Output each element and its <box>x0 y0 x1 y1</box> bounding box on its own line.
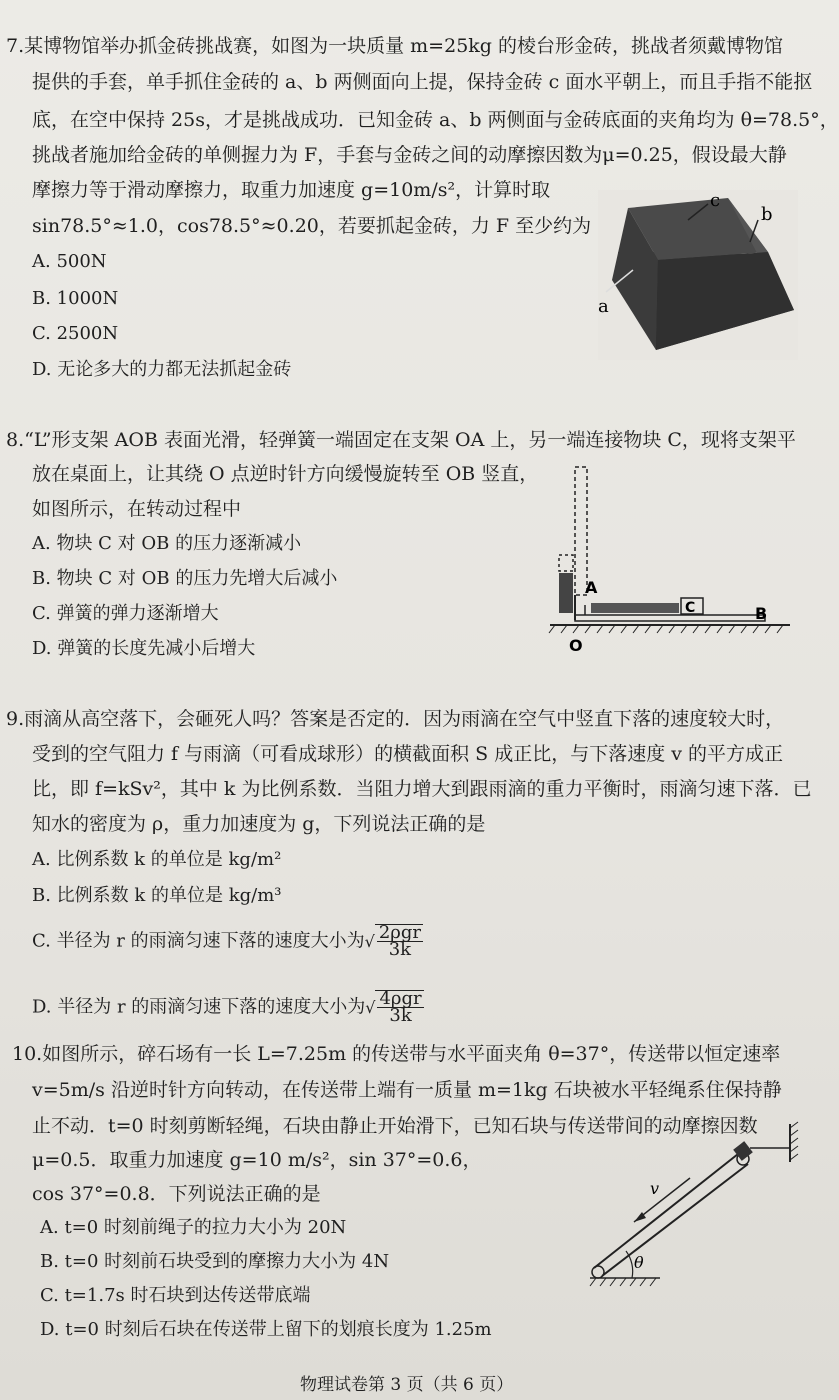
q10-line-3: 止不动．t=0 时刻剪断轻绳，石块由静止开始滑下，已知石块与传送带间的动摩擦因数 <box>32 1115 758 1137</box>
q7-line-5: 摩擦力等于滑动摩擦力，取重力加速度 g=10m/s²，计算时取 <box>32 179 551 201</box>
q9-option-d-denominator: 3k <box>389 1005 412 1026</box>
q9-line-2: 受到的空气阻力 f 与雨滴（可看成球形）的横截面积 S 成正比，与下落速度 v 的平方成正 <box>32 743 784 765</box>
q7-option-c: C. 2500N <box>32 323 119 344</box>
q10-option-d: D. t=0 时刻后石块在传送带上留下的划痕长度为 1.25m <box>40 1319 492 1340</box>
q9-option-c-radicand <box>375 924 423 958</box>
label-theta: θ <box>634 1253 644 1272</box>
q10-line-2: v=5m/s 沿逆时针方向转动，在传送带上端有一质量 m=1kg 石块被水平轻绳系住保持静 <box>32 1079 782 1101</box>
label-b: b <box>761 204 773 225</box>
sqrt-symbol: √ <box>365 997 376 1017</box>
q8-line-2: 放在桌面上，让其绕 O 点逆时针方向缓慢旋转至 OB 竖直， <box>32 463 539 485</box>
q9-option-d-radicand <box>375 990 423 1024</box>
label-A: A <box>585 578 598 597</box>
label-C: C <box>685 600 696 616</box>
q8-line-3: 如图所示，在转动过程中 <box>32 498 242 520</box>
q9-option-c <box>32 924 423 958</box>
q7-line-4: 挑战者施加给金砖的单侧握力为 F，手套与金砖之间的动摩擦因数为μ=0.25，假设最大静 <box>32 144 787 166</box>
q9-option-c-denominator: 3k <box>388 939 412 960</box>
q9-option-c-numerator: 2ρgr <box>378 922 421 943</box>
q10-line-4: μ=0.5．取重力加速度 g=10 m/s²，sin 37°=0.6， <box>32 1149 482 1171</box>
q9-option-d-numerator: 4ρgr <box>379 988 422 1009</box>
q10-option-c: C. t=1.7s 时石块到达传送带底端 <box>40 1285 311 1306</box>
q9-line-3: 比，即 f=kSv²，其中 k 为比例系数．当阻力增大到跟雨滴的重力平衡时，雨滴匀速下落．已 <box>32 778 812 800</box>
q9-option-d-text: D. 半径为 r 的雨滴匀速下落的速度大小为 <box>32 996 366 1018</box>
q7-line-3: 底，在空中保持 25s，才是挑战成功．已知金砖 a、b 两侧面与金砖底面的夹角均为 θ=78.5°， <box>32 109 839 131</box>
q7-line-1: 7.某博物馆举办抓金砖挑战赛，如图为一块质量 m=25kg 的棱台形金砖，挑战者须戴博物馆 <box>6 35 783 57</box>
gold-brick-figure <box>598 190 798 360</box>
q10-line-5: cos 37°=0.8．下列说法正确的是 <box>32 1183 321 1205</box>
q9-option-b: B. 比例系数 k 的单位是 kg/m³ <box>32 885 282 906</box>
q9-option-d <box>32 990 424 1024</box>
q9-option-a: A. 比例系数 k 的单位是 kg/m² <box>32 849 282 870</box>
page-footer: 物理试卷第 3 页（共 6 页） <box>300 1375 514 1395</box>
q8-option-c: C. 弹簧的弹力逐渐增大 <box>32 603 219 624</box>
q7-line-6: sin78.5°≈1.0，cos78.5°≈0.20，若要抓起金砖，力 F 至少约为 <box>32 215 592 237</box>
q7-option-b: B. 1000N <box>32 288 119 309</box>
q9-option-c-text: C. 半径为 r 的雨滴匀速下落的速度大小为 <box>32 930 365 952</box>
label-v: v <box>650 1179 660 1198</box>
q8-option-a: A. 物块 C 对 OB 的压力逐渐减小 <box>32 533 302 554</box>
label-O: O <box>569 636 583 655</box>
label-c: c <box>710 190 721 211</box>
q8-line-1: 8.“L”形支架 AOB 表面光滑，轻弹簧一端固定在支架 OA 上，另一端连接物块 C，现将支架平 <box>6 429 796 451</box>
q8-option-d: D. 弹簧的长度先减小后增大 <box>32 638 256 659</box>
q9-line-1: 9.雨滴从高空落下，会砸死人吗？答案是否定的．因为雨滴在空气中竖直下落的速度较大时， <box>6 708 785 730</box>
q10-option-a: A. t=0 时刻前绳子的拉力大小为 20N <box>40 1217 347 1238</box>
l-bracket-figure <box>545 465 800 655</box>
q8-option-b: B. 物块 C 对 OB 的压力先增大后减小 <box>32 568 338 589</box>
sqrt-symbol: √ <box>364 931 375 951</box>
conveyor-belt-figure <box>570 1118 805 1290</box>
q10-option-b: B. t=0 时刻前石块受到的摩擦力大小为 4N <box>40 1251 390 1272</box>
label-a: a <box>598 296 609 317</box>
q7-option-a: A. 500N <box>32 251 107 272</box>
q7-option-d: D. 无论多大的力都无法抓起金砖 <box>32 359 292 380</box>
label-B: B <box>755 604 768 623</box>
q7-line-2: 提供的手套，单手抓住金砖的 a、b 两侧面向上提，保持金砖 c 面水平朝上，而且手指不能抠 <box>32 71 813 93</box>
q9-line-4: 知水的密度为 ρ，重力加速度为 g，下列说法正确的是 <box>32 813 486 835</box>
q10-line-1: 10.如图所示，碎石场有一长 L=7.25m 的传送带与水平面夹角 θ=37°，传送带以恒定速率 <box>12 1043 781 1065</box>
